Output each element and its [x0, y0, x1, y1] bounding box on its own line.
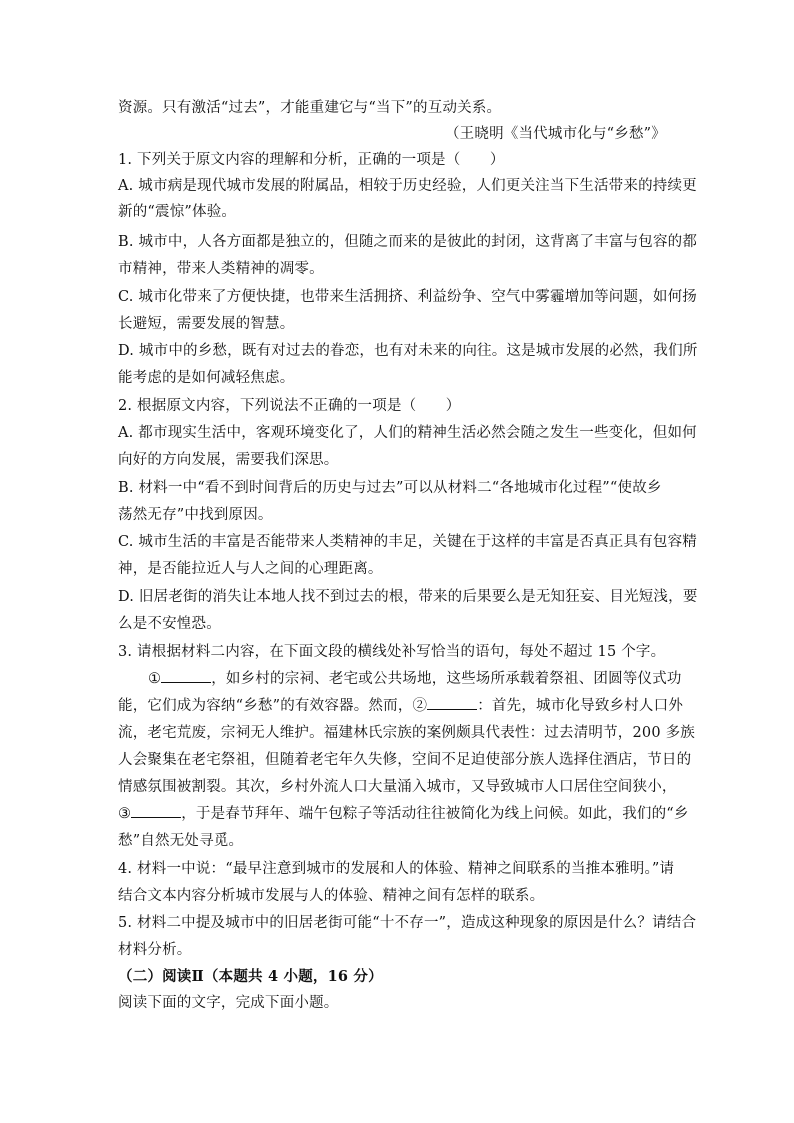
question-5: 5. 材料二中提及城市中的旧居老街可能“十不存一”，造成这种现象的原因是什么？请结合: [118, 915, 697, 931]
blank-3[interactable]: [131, 804, 181, 818]
passage-text: ，于是春节拜年、端午包粽子等活动往往被简化为线上问候。如此，我们的“乡: [181, 806, 689, 822]
option-2c-cont: 神，是否能拉近人与人之间的心理距离。: [118, 561, 383, 577]
passage-text: ：首先，城市化导致乡村人口外: [477, 698, 684, 714]
passage-line: [118, 804, 689, 824]
option-1c: C. 城市化带来了方便快捷，也带来生活拥挤、利益纷争、空气中雾霾增加等问题，如何扬: [118, 289, 697, 305]
option-1b: B. 城市中，人各方面都是独立的，但随之而来的是彼此的封闭，这背离了丰富与包容的都: [118, 234, 698, 250]
option-1a-cont: 新的“震惊”体验。: [118, 204, 237, 220]
option-2a: A. 都市现实生活中，客观环境变化了，人们的精神生活必然会随之发生一些变化，但如何: [118, 425, 697, 441]
option-2b-cont: 荡然无存”中找到原因。: [118, 507, 273, 523]
blank-1[interactable]: [161, 669, 211, 683]
question-2: 2. 根据原文内容，下列说法不正确的一项是（ ）: [118, 398, 461, 414]
source-citation: （王晓明《当代城市化与“乡愁”》: [444, 126, 666, 142]
blank-marker-1: ①: [148, 671, 162, 687]
option-1d: D. 城市中的乡愁，既有对过去的眷恋，也有对未来的向往。这是城市发展的必然，我们所: [118, 343, 698, 359]
option-1c-cont: 长避短，需要发展的智慧。: [118, 316, 295, 332]
blank-marker-3: ③: [118, 806, 132, 822]
option-1b-cont: 市精神，带来人类精神的凋零。: [118, 261, 324, 277]
passage-line: 流，老宅荒废，宗祠无人维护。福建林氏宗族的案例颇具代表性：过去清明节，200 多族: [118, 725, 695, 741]
option-2c: C. 城市生活的丰富是否能带来人类精神的丰足，关键在于这样的丰富是否真正具有包容精: [118, 534, 697, 550]
option-2d-cont: 么是不安惶恐。: [118, 616, 221, 632]
question-1: 1. 下列关于原文内容的理解和分析，正确的一项是（ ）: [118, 152, 505, 168]
question-3: 3. 请根据材料二内容，在下面文段的横线处补写恰当的语句，每处不超过 15 个字。: [118, 644, 666, 660]
option-2b: B. 材料一中“看不到时间背后的历史与过去”可以从材料二“各地城市化过程”“使故乡: [118, 480, 662, 496]
blank-2[interactable]: [427, 696, 477, 710]
option-2d: D. 旧居老街的消失让本地人找不到过去的根，带来的后果要么是无知狂妄、目光短浅，要: [118, 589, 698, 605]
passage-text: ，如乡村的宗祠、老宅或公共场地，这些场所承载着祭祖、团圆等仪式功: [211, 671, 682, 687]
question-4: 4. 材料一中说：“最早注意到城市的发展和人的体验、精神之间联系的当推本雅明。”请: [118, 861, 675, 877]
passage-line: [148, 669, 708, 689]
option-1a: A. 城市病是现代城市发展的附属品，相较于历史经验，人们更关注当下生活带来的持续更: [118, 178, 697, 194]
passage-text: 能，它们成为容纳“乡愁”的有效容器。然而，②: [118, 698, 428, 714]
instruction-text: 阅读下面的文字，完成下面小题。: [118, 995, 339, 1011]
text-line: 资源。只有激活“过去”，才能重建它与“当下”的互动关系。: [118, 100, 502, 116]
passage-line: [118, 696, 684, 716]
question-4-cont: 结合文本内容分析城市发展与人的体验、精神之间有怎样的联系。: [118, 888, 545, 904]
option-1d-cont: 能考虑的是如何减轻焦虑。: [118, 370, 295, 386]
passage-line: 人会聚集在老宅祭祖，但随着老宅年久失修，空间不足迫使部分族人选择住酒店，节日的: [118, 752, 692, 768]
question-5-cont: 材料分析。: [118, 942, 192, 958]
option-2a-cont: 向好的方向发展，需要我们深思。: [118, 452, 339, 468]
passage-line: 情感氛围被割裂。其次，乡村外流人口大量涌入城市，又导致城市人口居住空间狭小，: [118, 779, 677, 795]
passage-line: 愁”自然无处寻觅。: [118, 833, 244, 849]
section-heading: （二）阅读Ⅱ（本题共 4 小题，16 分）: [118, 968, 383, 985]
